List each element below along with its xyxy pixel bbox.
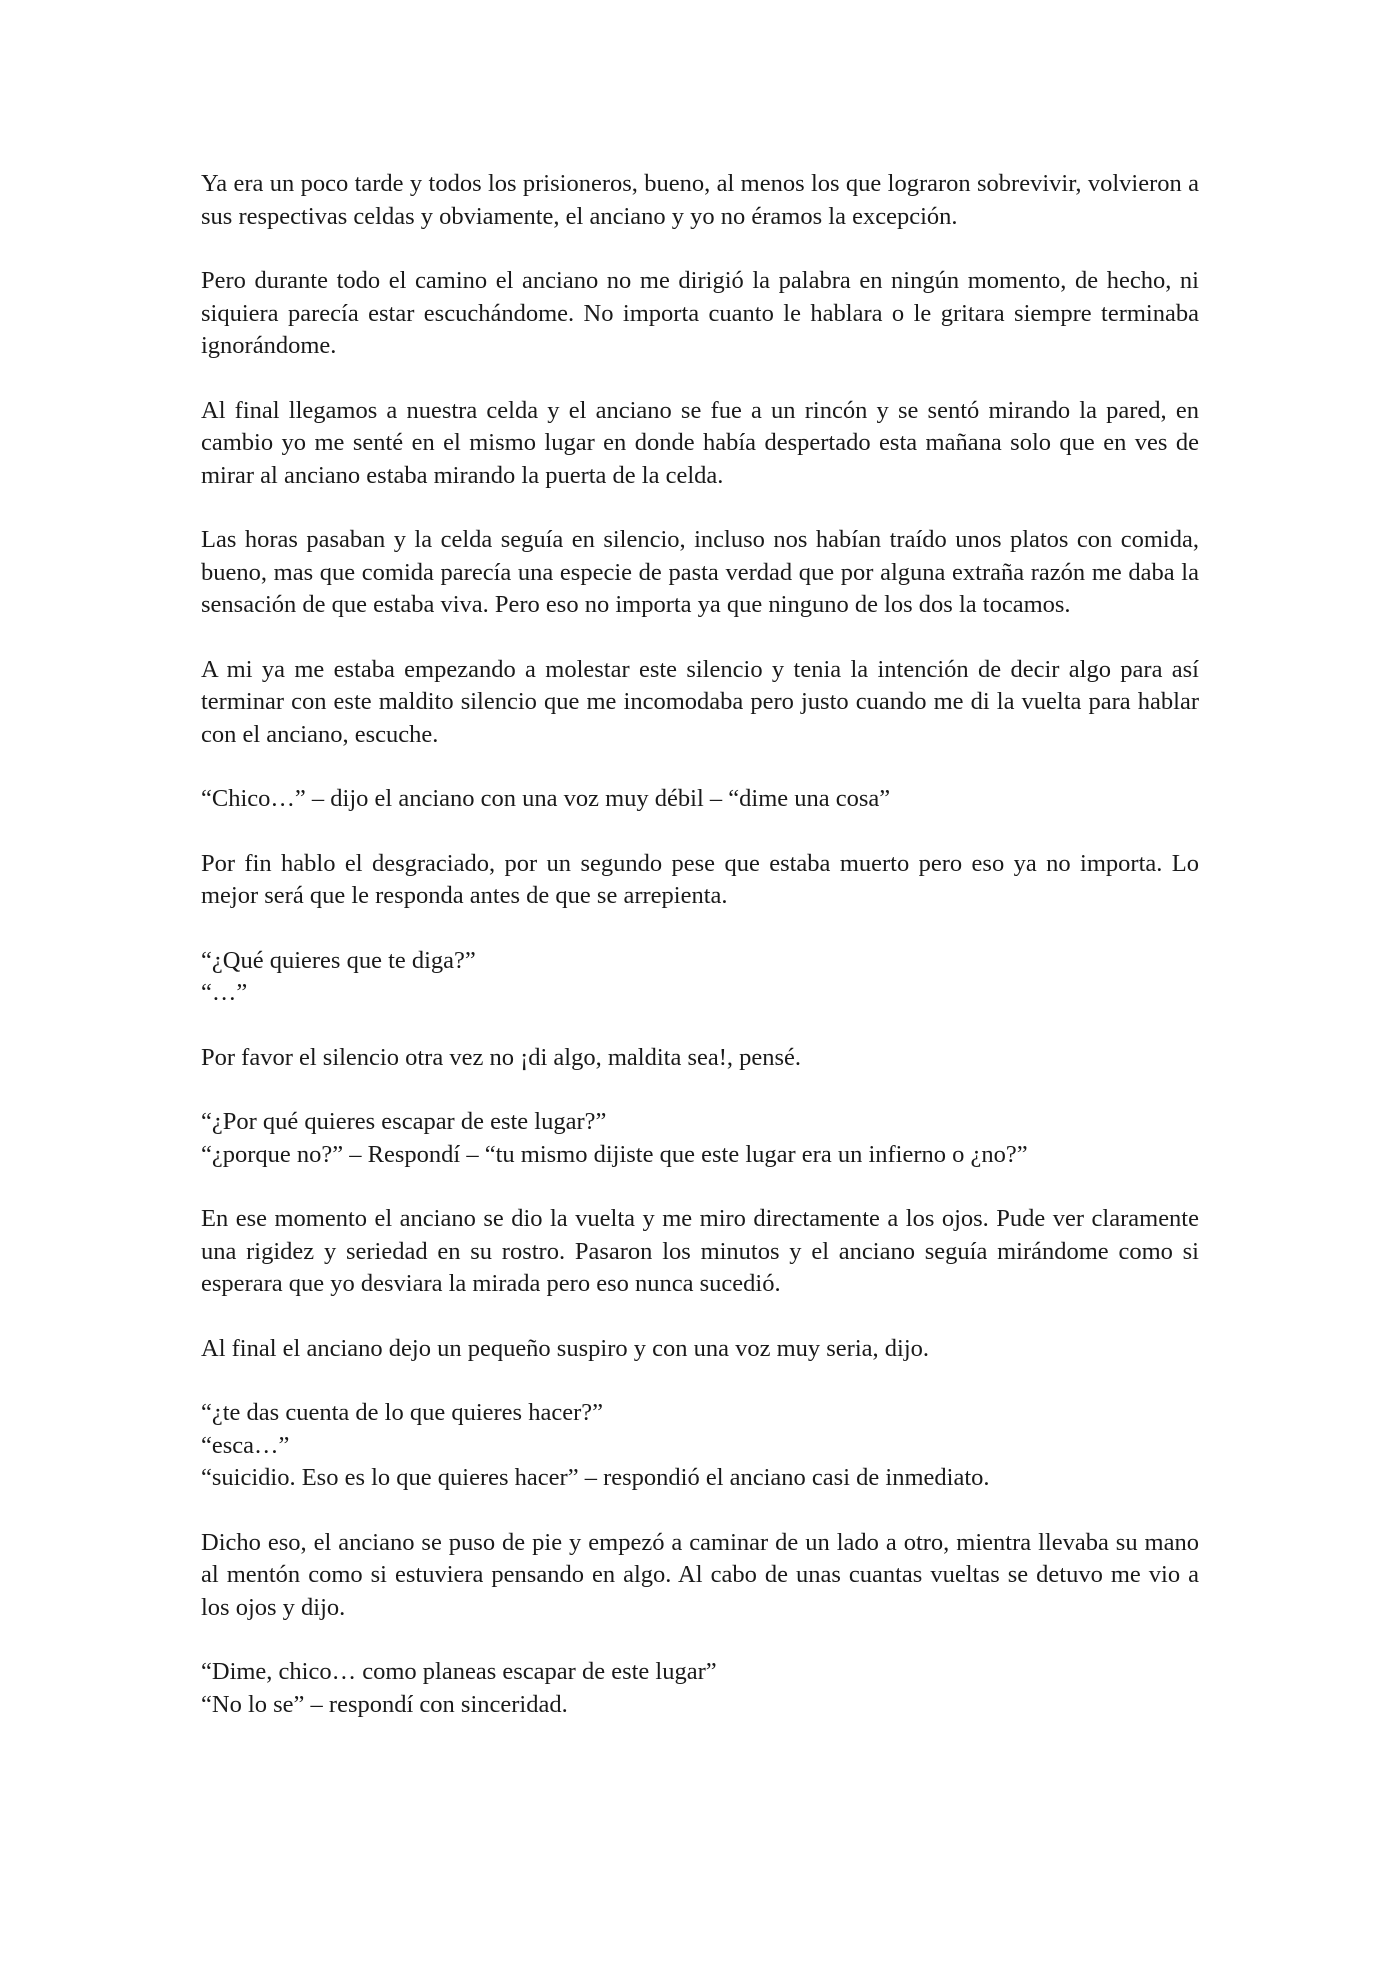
document-body [201,168,1199,1753]
dialogue-line: “Dime, chico… como planeas escapar de este lugar” [201,1658,717,1685]
dialogue-line: “¿te das cuenta de lo que quieres hacer?” [201,1399,603,1426]
dialogue-line: “esca…” [201,1431,290,1459]
dialogue-line: “No lo se” – respondí con sinceridad. [201,1690,568,1718]
paragraph: Pero durante todo el camino el anciano no me dirigió la palabra en ningún momento, de hecho, ni siquiera parecía estar escuchándome. No importa cuanto le hablara o le gritara siempre terminaba ignorándome. [201,267,1199,359]
dialogue-group [201,1656,1199,1721]
dialogue-line: “¿Por qué quieres escapar de este lugar?” [201,1108,607,1135]
paragraph: Por favor el silencio otra vez no ¡di algo, maldita sea!, pensé. [201,1043,802,1071]
paragraph: A mi ya me estaba empezando a molestar este silencio y tenia la intención de decir algo para así terminar con este maldito silencio que me incomodaba pero justo cuando me di la vuelta para hablar con el anciano, escuche. [201,655,1199,748]
dialogue-group [201,1397,1199,1495]
dialogue-line: “…” [201,979,248,1006]
paragraph: Ya era un poco tarde y todos los prisioneros, bueno, al menos los que lograron sobrevivir, volvieron a sus respectivas celdas y obviamente, el anciano y yo no éramos la excepción. [201,170,1199,230]
dialogue-line: “Chico…” – dijo el anciano con una voz muy débil – “dime una cosa” [201,785,891,812]
paragraph: Al final llegamos a nuestra celda y el anciano se fue a un rincón y se sentó mirando la pared, en cambio yo me senté en el mismo lugar en donde había despertado esta mañana solo que en ves de mirar al anciano estaba mirando la puerta de la celda. [201,396,1199,489]
paragraph: Por fin hablo el desgraciado, por un segundo pese que estaba muerto pero eso ya no importa. Lo mejor será que le responda antes de que se arrepienta. [201,849,1199,909]
dialogue-line: “¿Qué quieres que te diga?” [201,946,476,974]
paragraph: En ese momento el anciano se dio la vuelta y me miro directamente a los ojos. Pude ver claramente una rigidez y seriedad en su rostro. Pasaron los minutos y el anciano seguía mirándome como si esperara que yo desviara la mirada pero eso nunca sucedió. [201,1205,1199,1297]
paragraph: Dicho eso, el anciano se puso de pie y empezó a caminar de un lado a otro, mientra llevaba su mano al mentón como si estuviera pensando en algo. Al cabo de unas cuantas vueltas se detuvo me vio a los ojos y dijo. [201,1528,1199,1621]
dialogue-line: “suicidio. Eso es lo que quieres hacer” – respondió el anciano casi de inmediato. [201,1464,990,1491]
dialogue-group [201,945,1199,1010]
paragraph: Al final el anciano dejo un pequeño suspiro y con una voz muy seria, dijo. [201,1334,930,1362]
paragraph: Las horas pasaban y la celda seguía en silencio, incluso nos habían traído unos platos con comida, bueno, mas que comida parecía una especie de pasta verdad que por alguna extraña razón me daba la sensación de que estaba viva. Pero eso no importa ya que ninguno de los dos la tocamos. [201,526,1199,618]
dialogue-line: “¿porque no?” – Respondí – “tu mismo dijiste que este lugar era un infierno o ¿no?” [201,1140,1028,1168]
dialogue-group [201,1106,1199,1171]
